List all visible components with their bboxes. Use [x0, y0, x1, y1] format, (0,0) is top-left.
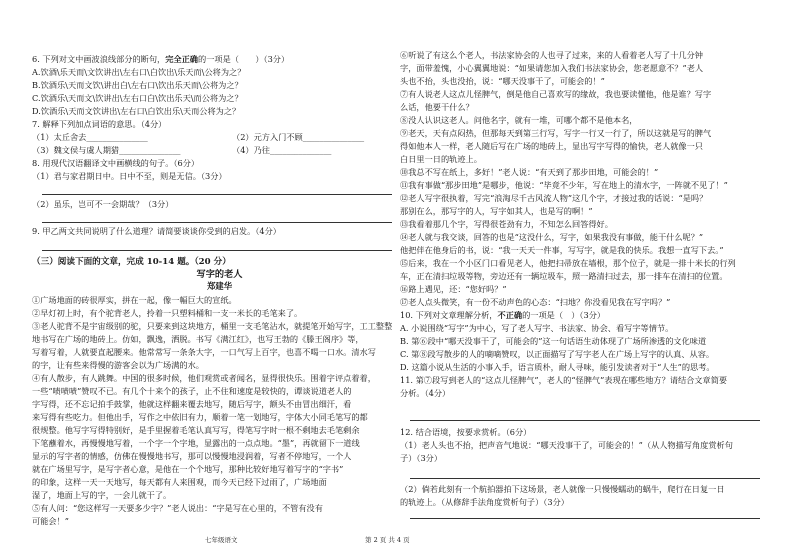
q6-stem: 6. 下列对文中画波浪线部分的断句，完全正确的一项是（ ）（3分） [32, 54, 290, 64]
para-line: 头也不抬，头也没抬，说：“哪天没事干了，可能会的！” [400, 76, 605, 86]
article-author: 郑建华 [206, 281, 233, 291]
para-line: ②早灯初上时，有个驼背老人，拎着一只塑料桶和一支一米长的毛笔来了。 [32, 308, 303, 318]
q10-stem: 10. 下列对文章理解分析，不正确的一项是（ ）（3分） [400, 310, 606, 320]
answer-line [42, 222, 392, 223]
para-line: 地书写在广场的地砖上。仿如，飘逸，洒脱。书写《满江红》，也写王勃的《滕王阁序》等， [32, 334, 364, 344]
q7-stem: 7. 解释下列加点词语的意思。（4分） [32, 119, 167, 129]
q7-item-3: （3）魏文侯与虞人期猎_______________ [32, 145, 181, 155]
para-line: ⑩我总不写在纸上，多好！”老人说：“有天到了那步田地，可能会的！” [400, 167, 659, 177]
q9-stem: 9. 甲乙两文共同说明了什么道理？请简要谈谈你受到的启发。（4分） [32, 226, 281, 236]
q12-sub1-cont: 子）（3分） [400, 453, 443, 463]
q8-sub1: （1）君与家君期日中。日中不至，则是无信。（3分） [32, 171, 227, 181]
para-line: ⑭老人就与我交谈，回答的也是“这没什么，写字，如果我没有事做，能干什么呢？” [400, 232, 704, 242]
para-line: 么话，他要干什么？ [400, 102, 474, 112]
q6-option-c: C.饮酒乐\天而文\饮讲出\左右口白\饮出乐天\而公将为之？ [32, 93, 243, 103]
para-line: 很规整。他写字写得特别好，是手里握着毛笔认真写写，得笔写字时一根不剩地去毛笔剩余 [32, 425, 360, 435]
para-line: ①广场地面的砖很厚实，拼在一起，像一幅巨大的宣纸。 [32, 295, 237, 305]
para-line: 的字，让有些来得慢的游客会以为广场满的水。 [32, 360, 204, 370]
article-title: 写字的老人 [196, 269, 243, 280]
q7-item-1: （1）太丘舍去_______________ [32, 132, 148, 142]
para-line: ⑯路上遇见，还：“您好吗？” [400, 284, 507, 294]
para-line: 白日里一日的轨迹上。 [400, 154, 482, 164]
para-line: ⑬我看着那几个字，写得很苍劲有力，不知怎么回答得好。 [400, 219, 613, 229]
answer-line [42, 194, 392, 195]
q12-sub1: （1）老人头也不抬，把声音气地说：“哪天没事干了，可能会的！”（从人物描写角度赏析句 [400, 440, 733, 450]
para-line: ⑰老人点头微笑，有一份不动声色的心态：“扫地？你没看见我在写字吗？” [400, 297, 671, 307]
answer-line [410, 420, 760, 421]
para-line: ⑪我有事做“那步田地”是哪步，他说：“毕竟不少年，写在地上的清水字，一阵就不见了！” [400, 180, 728, 190]
para-line: 湿了，地面上写的字，一会儿就干了。 [32, 490, 172, 500]
para-line: ⑤有人问：“您这样写一天要多少字？”老人说出：“字是写在心里的，不管有没有 [32, 503, 323, 513]
para-line: ③老人驼背不是宇宙级别的驼，只要来到这块地方，桶里一支毛笔沾水，就提笔开始写字，工工整整 [32, 321, 393, 331]
q7-item-2: （2）元方入门不顾_______________ [232, 132, 365, 142]
q12-stem: 12. 结合语境，按要求赏析。（6分） [400, 427, 532, 437]
q10-option-b: B. 第⑥段中“哪天没事干了，可能会的”这一句话语生动体现了广场所渗透的文化味道 [400, 336, 707, 346]
footer-page-number: 第 2 页 共 4 页 [365, 536, 410, 544]
section3-heading: （三）阅读下面的文章，完成 10-14 题。（20 分） [32, 257, 231, 267]
para-line: 他把伴在他身后的书，说：“我一天天一件事，写写字，就是我的快乐。我想一直写下去。” [400, 245, 724, 255]
para-line: ④有人散步，有人跳舞。中国的很多时候，他们观赏或者闻名，显得很快乐。围着字评点着着， [32, 373, 376, 383]
q10-option-a: A. 小说围绕“写字”为中心，写了老人写字、书法家、协会、看写字等情节。 [400, 323, 674, 333]
para-line: 字写得，还不忘记拍手鼓掌，他就这样翻来覆去地写，随后写字，额头不由冒出细汗，看 [32, 399, 352, 409]
para-line: ⑨老天，天有点闷热，但那每天到第三行写，写字一行又一行了，所以这就是写的脾气 [400, 128, 712, 138]
footer-subject: 七年级语文 [205, 536, 238, 544]
para-line: 得如他本人一样，老人随后写在广场的地砖上，显出写字写得的愉快，老人就像一只 [400, 141, 703, 151]
q11-stem-cont: 分析。（4分） [400, 388, 451, 398]
para-line: 车，正在清扫垃圾等物，旁边还有一辆垃圾车，照一路清扫过去，那一排车在清扫的位置。 [400, 271, 728, 281]
q8-stem: 8. 用现代汉语翻译文中画横线的句子。（6分） [32, 158, 200, 168]
q6-option-d: D.饮酒乐\天而文饮讲出\左右口\白饮出乐\天而公将为之？ [32, 106, 241, 116]
para-line: 写着写着，人就要直起腰来。他常常写一条条大字，一口气写上百字，也喜不喝一口水。清水写 [32, 347, 376, 357]
q10-option-c: C. 第⑧段写散步的人的嘀嘀赞叹，以正面描写了写字老人在广场上写字的认真、从容。 [400, 349, 715, 359]
answer-line [410, 518, 760, 519]
para-line: 可能会！” [32, 516, 69, 526]
para-line: ⑧没人认识这老人。问他名字，就有一堆，可哪个都不是他本名， [400, 115, 638, 125]
para-line: 就在广场里写字，是写字者心意，是他在一个个地写，那种比较好地写着写字的“字书” [32, 464, 344, 474]
q12-sub2: （2）倘若此刻有一个航拍器拍下这场景，老人就像一只慢慢蠕动的蜗牛，爬行在日复一日 [400, 484, 725, 494]
answer-line [410, 478, 760, 479]
q6-option-a: A.饮酒\乐天而\文饮讲出\左右口\白饮出\乐天而\公将为之？ [32, 67, 246, 77]
para-line: 下笔蘸着水，再慢慢地写着，一个字一个字地，显露出的一点点地。“墨”，再就留下一道线 [32, 438, 360, 448]
para-line: ⑥听说了有这么个老人，书法家协会的人也寻了过来，来的人看着老人写了十几分钟 [400, 50, 703, 60]
para-line: 显示的写字者的情感，仿佛在慢慢地书写，那可以慢慢地浸润着，写者不停地写，一个人 [32, 451, 352, 461]
q11-stem: 11. 第⑦段写到老人的“这点儿怪脾气”，老人的“怪脾气”表现在哪些地方？请结合文章简要 [400, 375, 728, 385]
q6-option-b: B.饮酒乐\天而文饮\讲出白\左右口\饮出乐天而\公将为之？ [32, 80, 243, 90]
para-line: 那别在么，那写字的人，写字如其人，也是写的啊！” [400, 206, 593, 216]
q7-item-4: （4）乃往_______________ [232, 145, 332, 155]
answer-line [42, 250, 392, 251]
para-line: 的印象，这样一天一天地写，每天都有人来围观，而今天已经下过雨了，广场地面 [32, 477, 327, 487]
para-line: ⑮后来，我在一个小区门口看见老人，他把扫帚放在墙根，那个位子，就是一排十米长的行列 [400, 258, 736, 268]
q8-sub2: （2）虽乐，岂可不一会期哉？（3分） [32, 199, 174, 209]
para-line: ⑦有人说老人这点儿怪脾气，倒是他自己喜欢写的缘故，我也要读懂他，他是谁？写字 [400, 89, 712, 99]
para-line: 来写得有些吃力。但他出手，写作之中依旧有力，顺着一笔一划地写，字体大小同毛笔写的都 [32, 412, 368, 422]
q10-option-d: D. 这篇小说从生活的小事入手，语言质朴，耐人寻味，能引发读者对于“人生”的思考。 [400, 362, 715, 372]
para-line: 字，面带羞愧，小心翼翼地说：“如果请您加入我们书法家协会，您老愿意不？”老人 [400, 63, 704, 73]
para-line: ⑫老人写字很执着，写完“浪淘尽千古风流人物”这几个字，才接过我的话说：“是吗？ [400, 193, 708, 203]
q12-sub2-cont: 的轨迹上。（从修辞手法角度赏析句子）（3分） [400, 497, 569, 507]
para-line: 一些“啧啧啧”赞叹不已。有几个十来个的孩子，止不住和速度是较快的，谭谈说道老人的 [32, 386, 352, 396]
